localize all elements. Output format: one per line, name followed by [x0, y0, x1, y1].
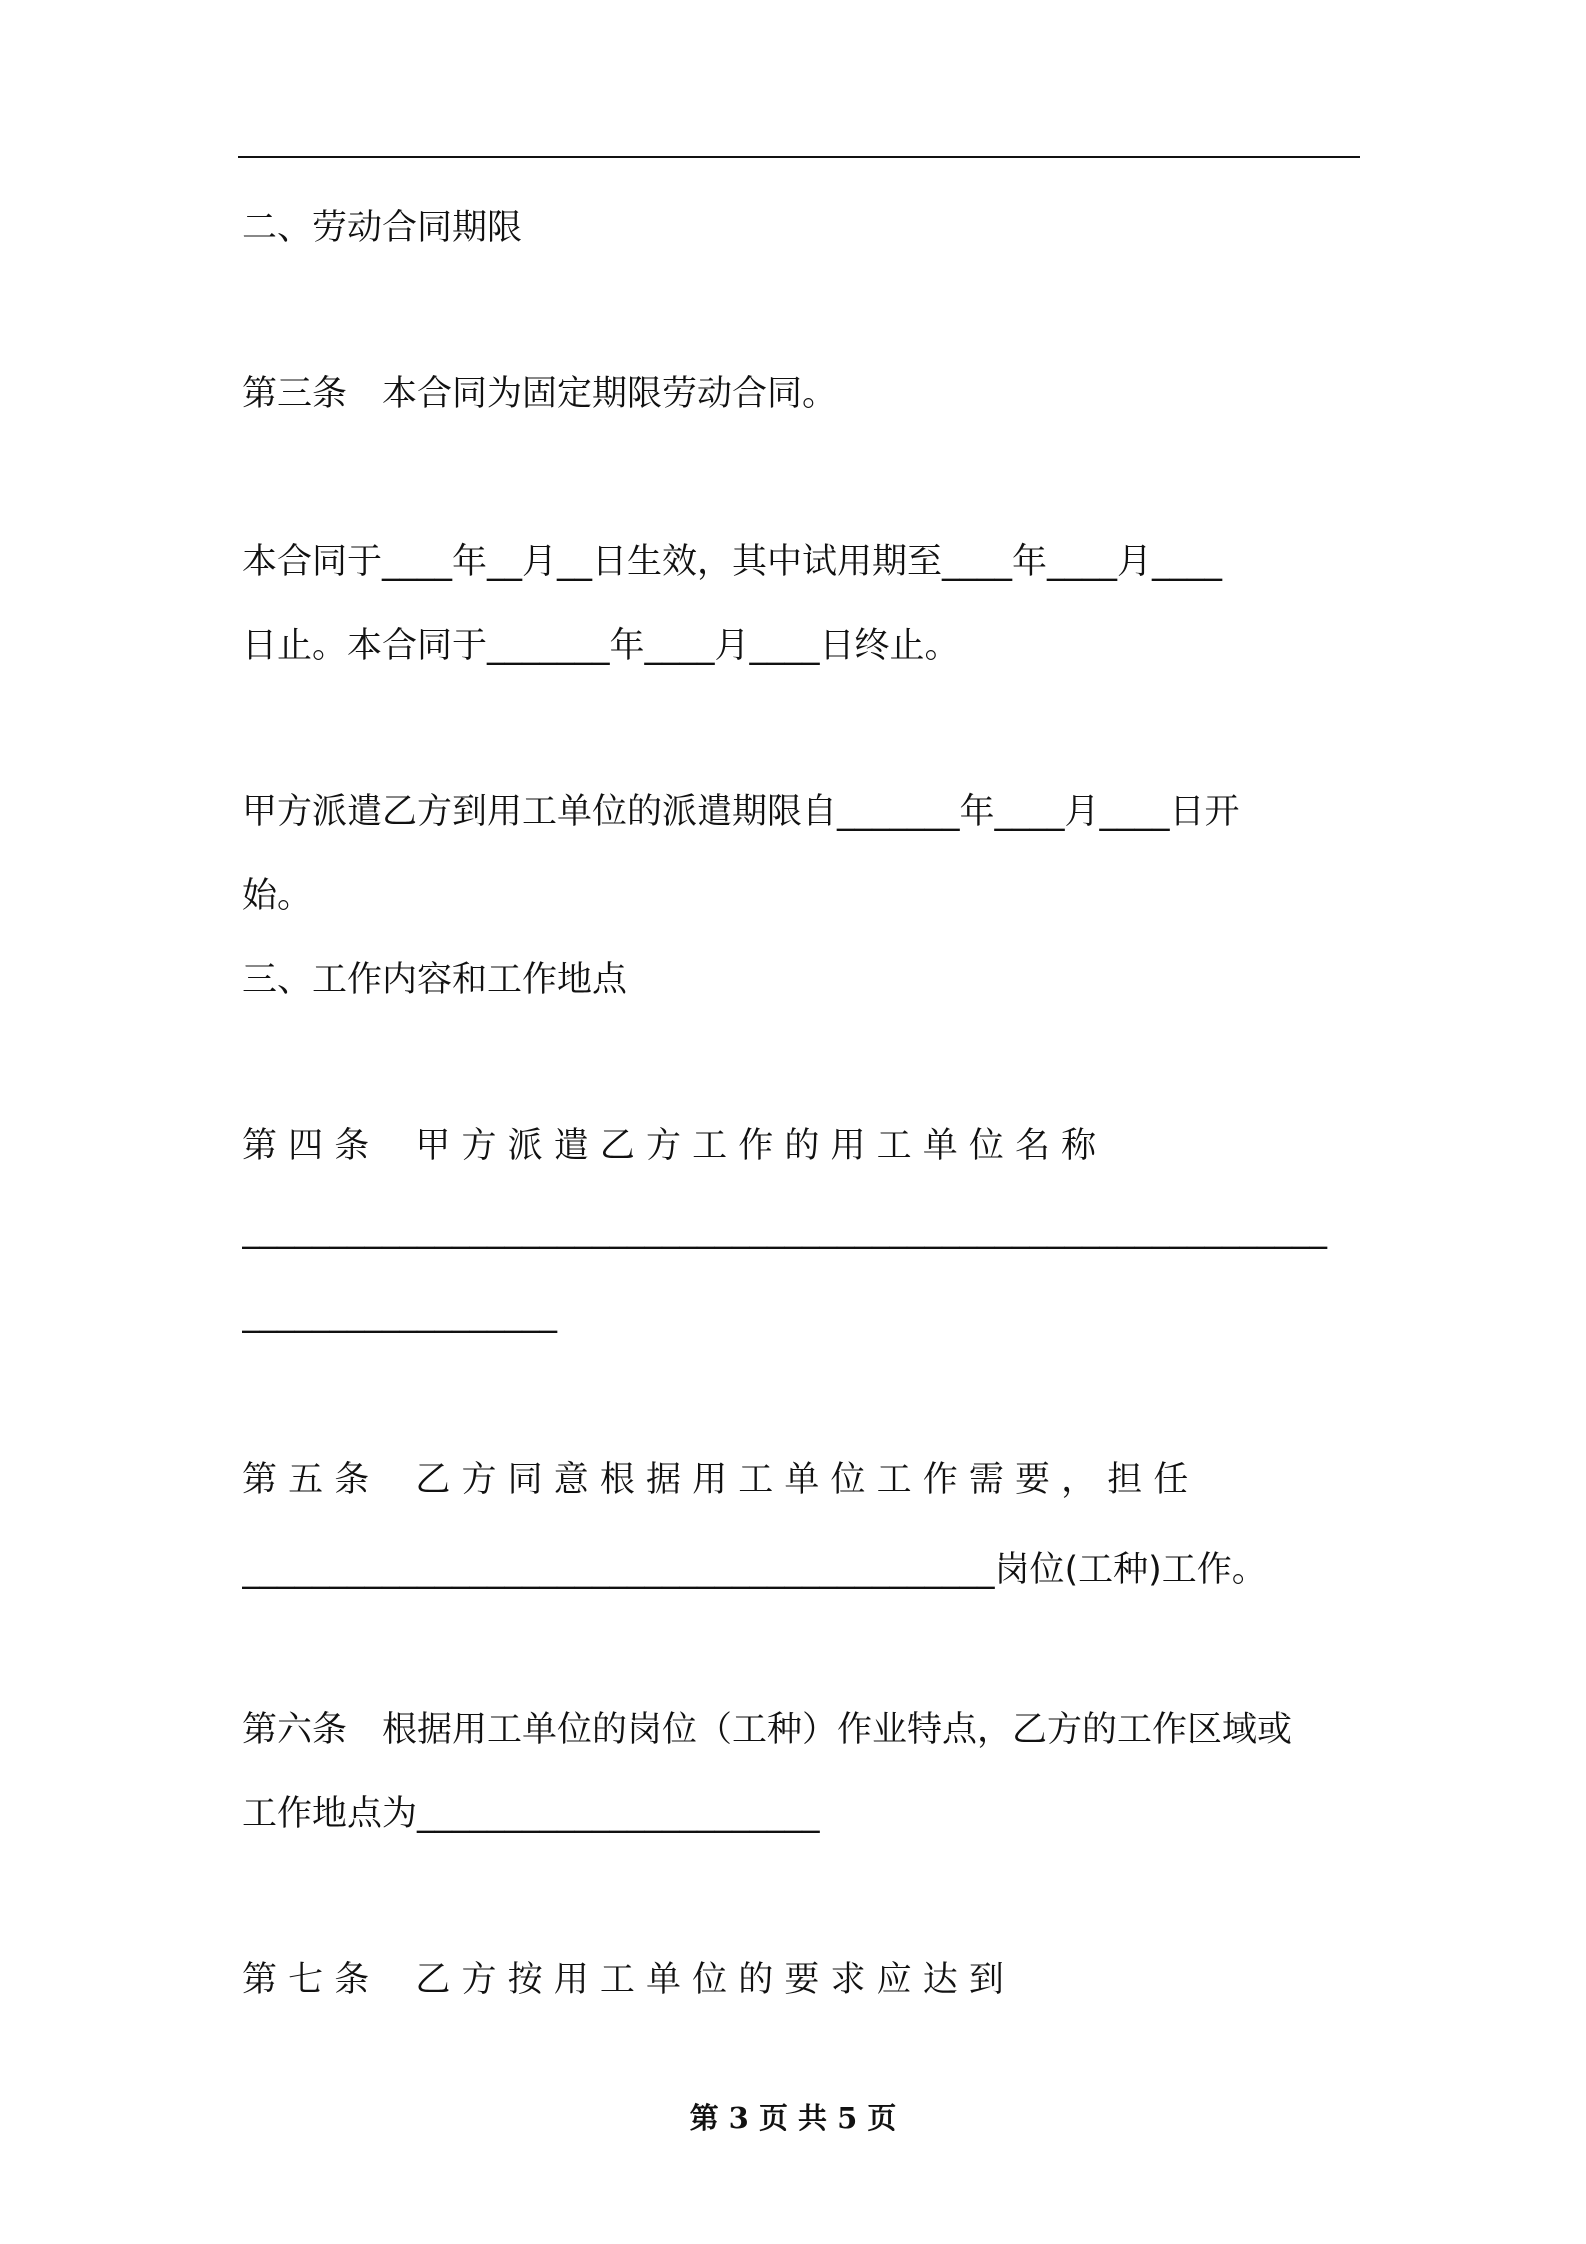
- paragraph-dispatch-term-line-2: 始。: [242, 876, 313, 916]
- paragraph-dispatch-term-line-1: 甲方派遣乙方到用工单位的派遣期限自_______年____月____日开: [242, 792, 1240, 832]
- article-4-blank-line-1: ______________________________________________________________: [242, 1210, 1327, 1250]
- article-5-line-2: ___________________________________________岗位(工种)工作。: [242, 1550, 1267, 1590]
- section-heading-work-content: 三、工作内容和工作地点: [242, 960, 628, 1000]
- article-4-line-1: 第 四 条 甲 方 派 遣 乙 方 工 作 的 用 工 单 位 名 称: [242, 1126, 1097, 1166]
- section-heading-contract-term: 二、劳动合同期限: [242, 208, 523, 248]
- article-7-line-1: 第 七 条 乙 方 按 用 工 单 位 的 要 求 应 达 到: [242, 1960, 1004, 2000]
- article-3: 第三条 本合同为固定期限劳动合同。: [242, 374, 838, 414]
- paragraph-effective-date-line-2: 日止。本合同于_______年____月____日终止。: [242, 626, 960, 666]
- page-number-footer: 第 3 页 共 5 页: [689, 2101, 897, 2135]
- paragraph-effective-date-line-1: 本合同于____年__月__日生效，其中试用期至____年____月____: [242, 542, 1223, 582]
- article-4-blank-line-2: __________________: [242, 1294, 557, 1334]
- article-5-line-1: 第 五 条 乙 方 同 意 根 据 用 工 单 位 工 作 需 要 ， 担 任: [242, 1460, 1189, 1500]
- header-rule: [238, 156, 1360, 158]
- article-6-line-1: 第六条 根据用工单位的岗位（工种）作业特点，乙方的工作区域或: [242, 1710, 1293, 1750]
- article-6-line-2: 工作地点为_______________________: [242, 1794, 820, 1834]
